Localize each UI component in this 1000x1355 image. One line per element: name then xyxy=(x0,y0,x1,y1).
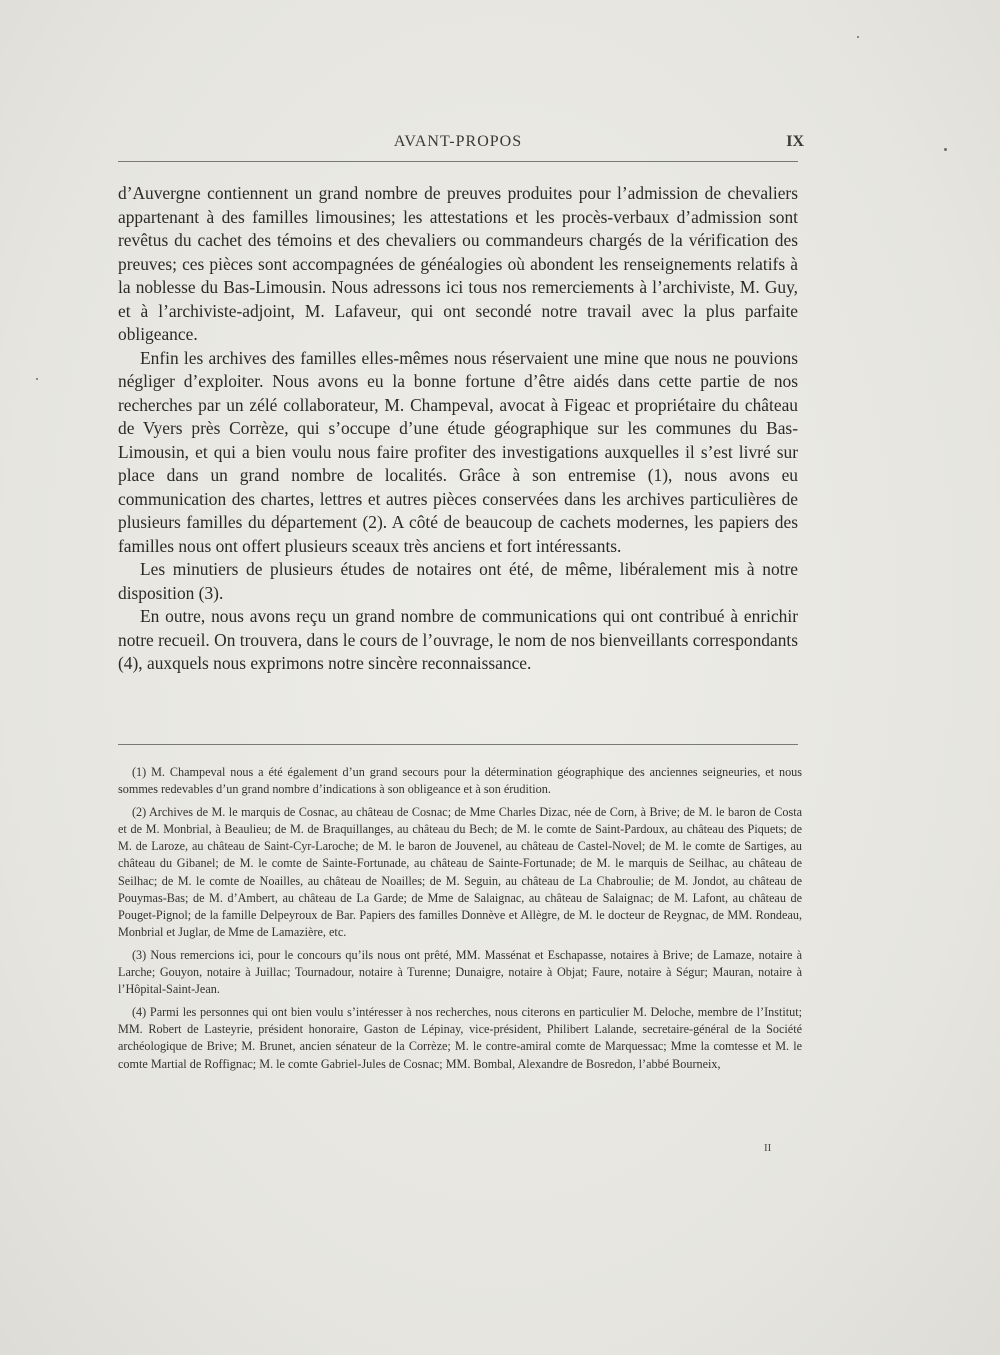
footnote-4: (4) Parmi les personnes qui ont bien voulu s’intéresser à nos recherches, nous citerons en particulier M. Deloche, membre de l’Institut; MM. Robert de Lasteyrie, président honoraire, Gaston de Lépinay, vice-président, Philibert Lalande, secretaire-général de la Société archéologique de Brive; M. Brunet, ancien sénateur de la Corrèze; M. le contre-amiral comte de Marquessac; Mme la comtesse et M. le comte Martial de Roffignac; M. le comte Gabriel-Jules de Cosnac; MM. Bombal, Alexandre de Bosredon, l’abbé Bourneix, xyxy=(118,1005,802,1071)
paragraph: En outre, nous avons reçu un grand nombre de communications qui ont contribué à enrichir notre recueil. On trouvera, dans le cours de l’ouvrage, le nom de nos bienveillants correspondants (4), auxquels nous exprimons notre sincère reconnaissance. xyxy=(118,606,798,673)
page-header xyxy=(118,133,804,157)
paragraph: d’Auvergne contiennent un grand nombre de preuves produites pour l’admission de chevaliers appartenant à des familles limousines; les attestations et les procès-verbaux d’admission sont revêtus du cachet des témoins et des chevaliers ou commandeurs chargés de la vérification des preuves; ces pièces sont accompagnées de généalogies où abondent les renseignements relatifs à la noblesse du Bas-Limousin. Nous adressons ici tous nos remerciements à l’archiviste, M. Guy, et à l’archiviste-adjoint, M. Lafaveur, qui ont secondé notre travail avec la plus parfaite obligeance. xyxy=(118,183,798,344)
paragraph: Enfin les archives des familles elles-mêmes nous réservaient une mine que nous ne pouvions négliger d’exploiter. Nous avons eu la bonne fortune d’être aidés dans cette partie de nos recherches par un zélé collaborateur, M. Champeval, avocat à Figeac et propriétaire du château de Vyers près Corrèze, qui s’occupe d’une étude géographique sur les communes du Bas-Limousin, et qui a bien voulu nous faire profiter des investigations auxquelles il s’est livré sur place dans un grand nombre de localités. Grâce à son entremise (1), nous avons eu communication des chartes, lettres et autres pièces conservées dans les archives particulières de plusieurs familles du département (2). A côté de beaucoup de cachets modernes, les papiers des familles nous ont offert plusieurs sceaux très anciens et fort intéressants. xyxy=(118,347,798,556)
body-text xyxy=(118,182,798,676)
signature-mark: II xyxy=(764,1142,772,1154)
paper-speck xyxy=(36,378,38,380)
footnote-3: (3) Nous remercions ici, pour le concours qu’ils nous ont prêté, MM. Massénat et Eschapasse, notaires à Brive; de Lamaze, notaire à Larche; Gouyon, notaire à Juillac; Tournadour, notaire à Turenne; Dunaigre, notaire à Objat; Faure, notaire à Ségur; Mauran, notaire à l’Hôpital-Saint-Jean. xyxy=(118,947,802,997)
paper-speck xyxy=(857,36,859,38)
footnote-2: (2) Archives de M. le marquis de Cosnac, au château de Cosnac; de Mme Charles Dizac, née de Corn, à Brive; de M. le baron de Costa et de M. Monbrial, à Beaulieu; de M. de Braquillanges, au château du Bech; de M. le comte de Saint-Pardoux, au château des Piquets; de M. de Laroze, au château de Saint-Cyr-Laroche; de M. le baron de Jouvenel, au château de Castel-Novel; de M. le comte de Sartiges, au château du Gibanel; de M. le comte de Sainte-Fortunade, au château de Sainte-Fortunade; de M. le marquis de Seilhac, au château de Seilhac; de M. le comte de Noailles, au château de Noailles; de M. Seguin, au château de La Chabroulie; de M. Jondot, au château de Pouymas-Bas; de M. d’Ambert, au château de La Garde; de Mme de Salaignac, au château de Salaignac; de M. Lafont, au château de Pouget-Pignol; de la famille Delpeyroux de Bar. Papiers des familles Donnève et Allègre, de M. le docteur de Reygnac, de MM. Rondeau, Monbrial et Juglar, de Mme de Lamazière, etc. xyxy=(118,805,802,939)
footnotes xyxy=(118,764,802,1079)
header-rule xyxy=(118,161,798,162)
page-number: IX xyxy=(786,133,804,150)
paper-speck xyxy=(944,148,947,151)
running-head: AVANT-PROPOS xyxy=(393,133,523,150)
footnote-1: (1) M. Champeval nous a été également d’un grand secours pour la détermination géographique des anciennes seigneuries, et nous sommes redevables d’un grand nombre d’indications à son obligeance et à son érudition. xyxy=(118,765,802,797)
paragraph: Les minutiers de plusieurs études de notaires ont été, de même, libéralement mis à notre disposition (3). xyxy=(118,559,798,603)
footnote-rule xyxy=(118,744,798,745)
